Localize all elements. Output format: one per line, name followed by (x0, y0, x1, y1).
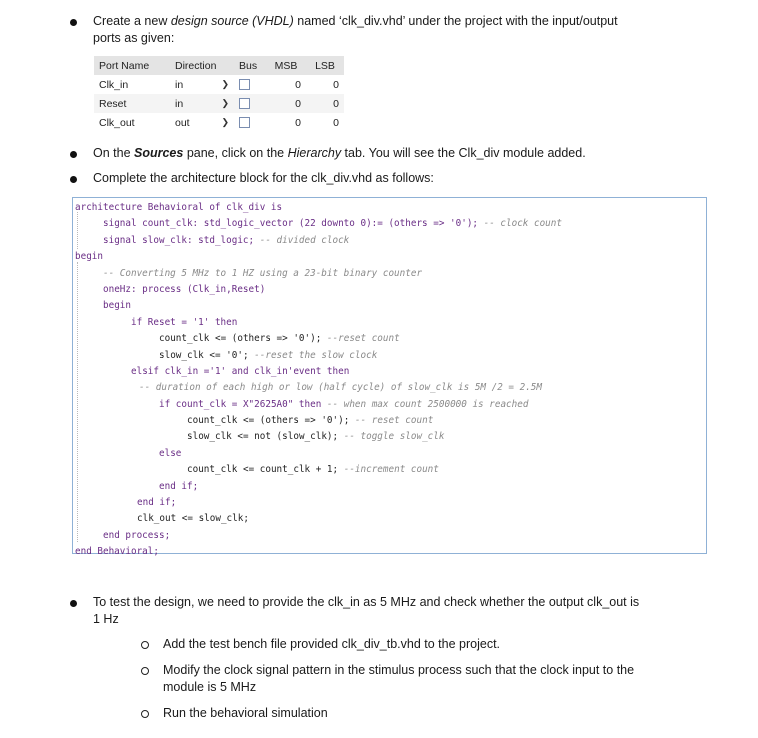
b2-hierarchy: Hierarchy (287, 146, 342, 160)
port-table-header (94, 56, 344, 75)
msb-cell[interactable]: 0 (266, 75, 306, 94)
code-line (73, 413, 562, 429)
direction-cell[interactable] (170, 113, 234, 132)
code-block (72, 197, 707, 558)
code-text: else (159, 447, 182, 459)
code-text: end process; (103, 529, 171, 541)
b4-line2: 1 Hz (93, 612, 119, 626)
code-comment: -- clock count (478, 218, 562, 230)
port-name-cell: Reset (94, 94, 170, 113)
code-text: architecture Behavioral of clk_div is (75, 202, 283, 213)
b2-post: tab. You will see the Clk_div module added. (341, 146, 586, 160)
bullet-dot (70, 176, 77, 183)
code-line (73, 216, 562, 232)
code-text: slow_clk <= not (slow_clk); (187, 431, 339, 443)
b2-sources: Sources (134, 146, 184, 160)
bullet-dot (70, 151, 77, 158)
code-line (73, 315, 562, 331)
code-line (73, 462, 562, 478)
code-text: if count_clk = X"2625A0" then (159, 398, 322, 410)
code-line (73, 200, 562, 216)
code-text: end if; (159, 480, 199, 492)
code-comment: -- duration of each high or low (half cycle) of slow_clk is 5M /2 = 2.5M (139, 382, 542, 394)
code-line (73, 266, 562, 282)
sub-bullet-run-simulation: Run the behavioral simulation (163, 706, 328, 720)
lsb-cell[interactable]: 0 (306, 94, 344, 113)
code-comment: -- reset count (349, 415, 434, 427)
code-line (73, 479, 562, 495)
port-name-cell: Clk_out (94, 113, 170, 132)
bullet-dot (70, 19, 77, 26)
code-text: count_clk <= count_clk + 1; (187, 464, 339, 476)
table-row (94, 113, 344, 132)
code-comment: --increment count (338, 464, 439, 476)
code-comment: -- when max count 2500000 is reached (321, 398, 529, 410)
b4-line1: To test the design, we need to provide the clk_in as 5 MHz and check whether the output clk_out is (93, 595, 640, 609)
chevron-down-icon[interactable]: ❯ (221, 97, 229, 108)
lsb-cell[interactable]: 0 (306, 75, 344, 94)
code-comment: -- Converting 5 MHz to 1 HZ using a 23-bit binary counter (103, 267, 423, 279)
code-comment: --reset the slow clock (248, 349, 378, 361)
sub-bullet-add-testbench: Add the test bench file provided clk_div_tb.vhd to the project. (163, 637, 501, 651)
code-line (73, 249, 562, 265)
code-text: signal count_clk: std_logic_vector (22 downto 0):= (others => '0'); (103, 218, 479, 230)
msb-cell[interactable]: 0 (266, 94, 306, 113)
code-line (73, 348, 562, 364)
sub-bullet-circle (141, 710, 149, 718)
bullet-complete-architecture: Complete the architecture block for the clk_div.vhd as follows: (93, 171, 434, 185)
port-table (94, 56, 344, 132)
code-text: end if; (137, 497, 177, 509)
code-comment: --reset count (321, 333, 400, 345)
sub2-line2: module is 5 MHz (163, 680, 257, 694)
code-line (73, 446, 562, 462)
code-lines (73, 200, 562, 561)
sub-bullet-circle (141, 667, 149, 675)
bullet-create-source (93, 13, 618, 47)
b1-mid: named ‘clk_div.vhd’ under the project with the input/output (293, 14, 618, 28)
bus-checkbox[interactable] (239, 79, 250, 90)
sub-bullet-circle (141, 641, 149, 649)
header-direction: Direction (170, 56, 234, 75)
b1-pre: Create a new (93, 14, 171, 28)
table-row (94, 94, 344, 113)
code-line (73, 233, 562, 249)
b2-pre: On the (93, 146, 134, 160)
direction-cell[interactable] (170, 75, 234, 94)
bus-checkbox[interactable] (239, 117, 250, 128)
chevron-down-icon[interactable]: ❯ (221, 78, 229, 89)
direction-cell[interactable] (170, 94, 234, 113)
code-line (73, 364, 562, 380)
sub-bullet-modify-clock (163, 662, 634, 696)
code-line (73, 495, 562, 511)
bullet-sources-pane (93, 145, 586, 162)
code-line (73, 511, 562, 527)
table-row (94, 75, 344, 94)
b1-em: design source (VHDL) (170, 14, 294, 28)
code-comment: -- divided clock (254, 234, 350, 246)
code-line (73, 528, 562, 544)
code-text: if Reset = '1' then (131, 316, 238, 328)
code-line (73, 429, 562, 445)
lsb-cell[interactable]: 0 (306, 113, 344, 132)
code-text: count_clk <= (others => '0'); (159, 333, 322, 345)
code-line (73, 331, 562, 347)
header-msb: MSB (266, 56, 306, 75)
code-line (73, 397, 562, 413)
b2-mid: pane, click on the (183, 146, 288, 160)
b1-line2: ports as given: (93, 31, 175, 45)
code-text: begin (75, 251, 103, 263)
header-port-name: Port Name (94, 56, 170, 75)
code-text: count_clk <= (others => '0'); (187, 415, 350, 427)
code-text: clk_out <= slow_clk; (137, 513, 249, 525)
code-comment: -- toggle slow_clk (338, 431, 445, 443)
direction-value: in (175, 78, 184, 91)
bus-cell (234, 75, 266, 94)
code-line (73, 282, 562, 298)
code-line (73, 380, 562, 396)
bullet-dot (70, 600, 77, 607)
port-name-cell: Clk_in (94, 75, 170, 94)
code-text: begin (103, 300, 131, 312)
bus-cell (234, 113, 266, 132)
code-text: signal slow_clk: std_logic; (103, 234, 255, 246)
header-bus: Bus (234, 56, 266, 75)
code-line (73, 298, 562, 314)
chevron-down-icon[interactable]: ❯ (221, 116, 229, 127)
direction-value: in (175, 97, 184, 110)
code-text: end Behavioral; (75, 546, 159, 558)
bullet-test-design (93, 594, 639, 628)
direction-value: out (175, 116, 190, 129)
code-text: elsif clk_in ='1' and clk_in'event then (131, 365, 350, 377)
msb-cell[interactable]: 0 (266, 113, 306, 132)
bus-cell (234, 94, 266, 113)
code-line (73, 544, 562, 560)
code-text: oneHz: process (Clk_in,Reset) (103, 283, 266, 295)
code-text: slow_clk <= '0'; (159, 349, 249, 361)
bus-checkbox[interactable] (239, 98, 250, 109)
header-lsb: LSB (306, 56, 344, 75)
sub2-line1: Modify the clock signal pattern in the stimulus process such that the clock input to the (163, 663, 635, 677)
